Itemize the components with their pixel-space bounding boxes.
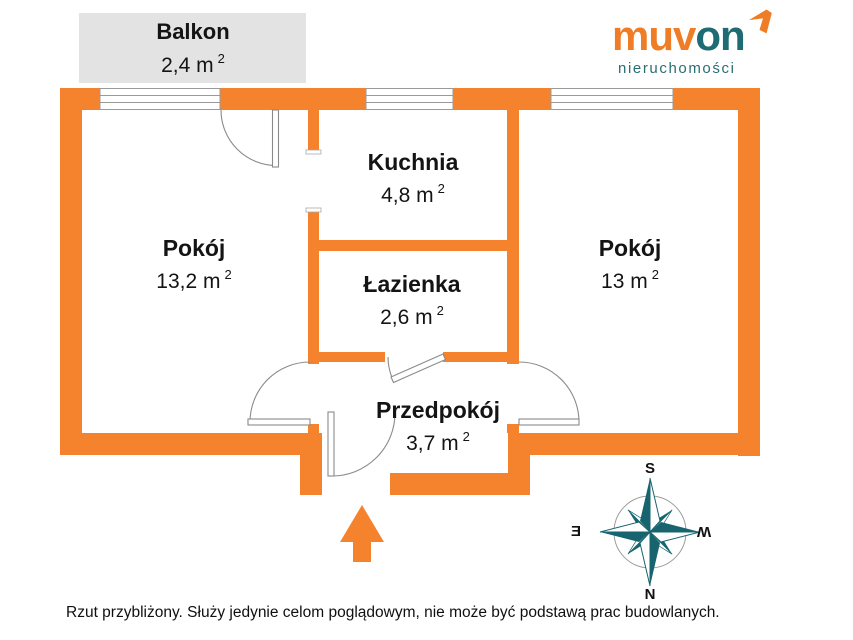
logo-subtitle: nieruchomości [618,60,736,77]
logo-text-muv: muv [612,12,696,59]
room-area: 4,8 m $^2$ [381,181,445,207]
compass-west-label: W [696,523,712,540]
wall-step-right [508,455,530,495]
room-name: Łazienka [363,271,461,297]
right-room-door-icon [519,362,579,425]
logo-arrow-icon [748,6,778,36]
window-icon [100,89,220,110]
compass-main-points [600,478,700,586]
door-arc [388,357,392,379]
wall-kitchen-left-upper [308,110,319,153]
window-icon [366,89,453,110]
entrance-door-icon [328,412,395,476]
wall-kitchen-left-lower [308,211,319,364]
kitchen-doorway-cap-top [306,150,321,154]
exterior-walls [60,88,760,495]
wall-bottom-right [508,433,760,455]
logo-wordmark [612,6,842,59]
disclaimer-text: Rzut przybliżony. Służy jedynie celom poglądowym, nie może być podstawą prac budowlanych. [66,604,720,621]
doorway-caps [306,150,321,212]
room-area: 3,7 m $^2$ [406,429,470,455]
room-name: Pokój [162,235,226,261]
wall-step-left [300,433,322,495]
kitchen-doorway-cap-bottom [306,208,321,212]
logo-text-on: on [695,12,745,59]
door-leaf [273,110,279,167]
room-area: 13 m $^2$ [601,267,659,293]
muvon-logo [612,6,842,77]
door-arc [250,362,310,422]
compass-south-label: S [644,460,655,477]
compass-rose-icon [600,478,700,586]
balcony-door-icon [221,110,279,167]
room-area: 13,2 m $^2$ [156,267,232,293]
wall-right-door-stub [507,424,519,433]
doors [221,110,579,476]
wall-kitchen-right [507,110,519,364]
door-arc [332,413,395,476]
door-leaf [519,419,579,425]
windows [100,89,673,110]
door-arc [519,362,579,422]
bathroom-door-icon [388,354,446,383]
entrance-arrow-icon [340,505,384,562]
balcony-slab [79,13,306,83]
room-area: 2,4 m $^2$ [161,51,225,77]
compass-north-label: N [644,586,656,603]
room-area: 2,6 m $^2$ [380,303,444,329]
room-name: Kuchnia [367,149,459,175]
room-name: Pokój [598,235,662,261]
door-leaf [391,354,446,383]
door-arc [221,110,277,166]
compass-east-label: E [571,523,582,540]
wall-right [738,88,760,456]
wall-left [60,88,82,455]
door-leaf [248,419,310,425]
wall-bath-top [308,240,512,251]
room-name: Balkon [156,19,230,44]
wall-bath-bottom-right [443,352,512,362]
window-icon [551,89,673,110]
wall-bottom-hall [390,473,520,495]
interior-walls [308,110,519,433]
wall-bath-bottom-left [308,352,385,362]
left-room-door-icon [248,362,310,425]
room-name: Przedpokój [376,397,500,423]
wall-bottom-left [60,433,322,455]
door-leaf [328,412,334,476]
